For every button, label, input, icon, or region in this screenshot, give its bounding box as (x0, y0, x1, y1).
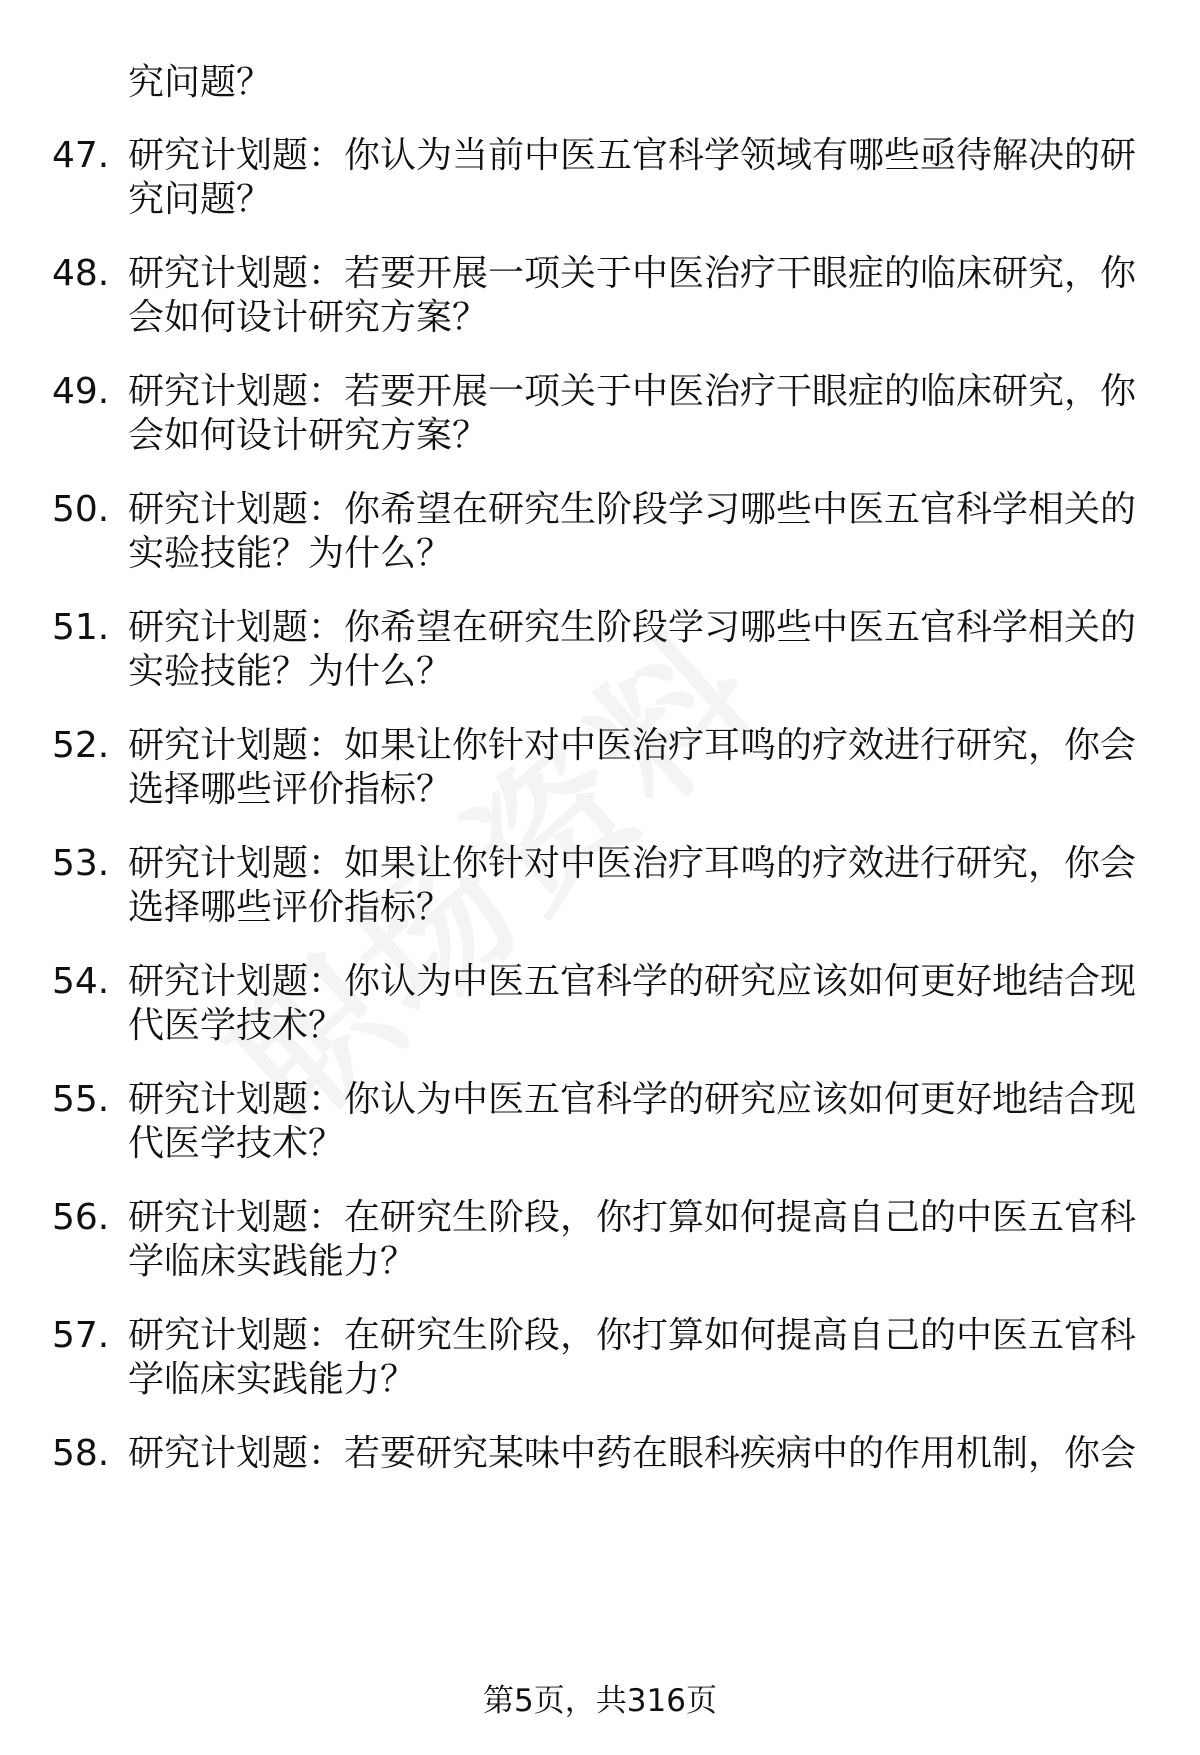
list-item (0, 249, 1200, 299)
item-text-line1: 研究计划题：你希望在研究生阶段学习哪些中医五官科学相关的 (128, 489, 1137, 530)
item-text-line2: 选择哪些评价指标？ (128, 887, 453, 928)
item-text-line1: 研究计划题：在研究生阶段，你打算如何提高自己的中医五官科 (128, 1197, 1137, 1238)
item-number: 50. (52, 489, 110, 530)
item-text-line1: 研究计划题：你认为当前中医五官科学领域有哪些亟待解决的研 (128, 135, 1137, 176)
list-item-continuation (0, 647, 1200, 697)
list-item (0, 721, 1200, 771)
item-text-line2: 代医学技术？ (128, 1005, 345, 1046)
list-item (0, 839, 1200, 889)
item-text-line2: 学临床实践能力？ (128, 1241, 417, 1282)
list-item-continuation (0, 411, 1200, 461)
item-text-line2: 代医学技术？ (128, 1123, 345, 1164)
item-text-line1: 研究计划题：如果让你针对中医治疗耳鸣的疗效进行研究，你会 (128, 843, 1137, 884)
list-item (0, 1429, 1200, 1479)
page-footer: 第5页，共316页 (483, 1683, 717, 1719)
item-text-line1: 研究计划题：若要开展一项关于中医治疗干眼症的临床研究，你 (128, 253, 1137, 294)
list-item-continuation (0, 883, 1200, 933)
list-item-continuation (0, 1001, 1200, 1051)
item-text-line2: 学临床实践能力？ (128, 1359, 417, 1400)
list-item-continuation (0, 293, 1200, 343)
list-item (0, 1311, 1200, 1361)
list-item (0, 131, 1200, 181)
list-item-continuation (0, 529, 1200, 579)
item-text-line2: 会如何设计研究方案？ (128, 297, 489, 338)
item-number: 53. (52, 843, 110, 884)
list-item (0, 485, 1200, 535)
list-item-continuation (0, 1119, 1200, 1169)
item-number: 54. (52, 961, 110, 1002)
item-number: 58. (52, 1433, 110, 1474)
item-text-line2: 实验技能？为什么？ (128, 533, 453, 574)
item-text-line1: 研究计划题：你认为中医五官科学的研究应该如何更好地结合现 (128, 961, 1137, 1002)
continuation-text: 究问题？ (128, 62, 273, 103)
item-number: 55. (52, 1079, 110, 1120)
list-item-continuation (0, 175, 1200, 225)
item-text-line2: 选择哪些评价指标？ (128, 769, 453, 810)
item-text-line2: 实验技能？为什么？ (128, 651, 453, 692)
item-text-line1: 研究计划题：如果让你针对中医治疗耳鸣的疗效进行研究，你会 (128, 725, 1137, 766)
item-text-line2: 究问题？ (128, 179, 273, 220)
item-number: 52. (52, 725, 110, 766)
item-number: 56. (52, 1197, 110, 1238)
item-number: 57. (52, 1315, 110, 1356)
item-number: 48. (52, 253, 110, 294)
item-text-line1: 研究计划题：若要研究某味中药在眼科疾病中的作用机制，你会 (128, 1433, 1137, 1474)
item-text-line1: 研究计划题：在研究生阶段，你打算如何提高自己的中医五官科 (128, 1315, 1137, 1356)
list-item-continuation (0, 1355, 1200, 1405)
item-text-line2: 会如何设计研究方案？ (128, 415, 489, 456)
list-item (0, 603, 1200, 653)
item-text-line1: 研究计划题：若要开展一项关于中医治疗干眼症的临床研究，你 (128, 371, 1137, 412)
list-item (0, 1075, 1200, 1125)
item-text-line1: 研究计划题：你认为中医五官科学的研究应该如何更好地结合现 (128, 1079, 1137, 1120)
list-item-continuation (0, 1237, 1200, 1287)
item-number: 51. (52, 607, 110, 648)
item-number: 49. (52, 371, 110, 412)
item-text-line1: 研究计划题：你希望在研究生阶段学习哪些中医五官科学相关的 (128, 607, 1137, 648)
continuation-line (0, 58, 1200, 108)
item-number: 47. (52, 135, 110, 176)
list-item (0, 367, 1200, 417)
list-item (0, 1193, 1200, 1243)
list-item (0, 957, 1200, 1007)
list-item-continuation (0, 765, 1200, 815)
